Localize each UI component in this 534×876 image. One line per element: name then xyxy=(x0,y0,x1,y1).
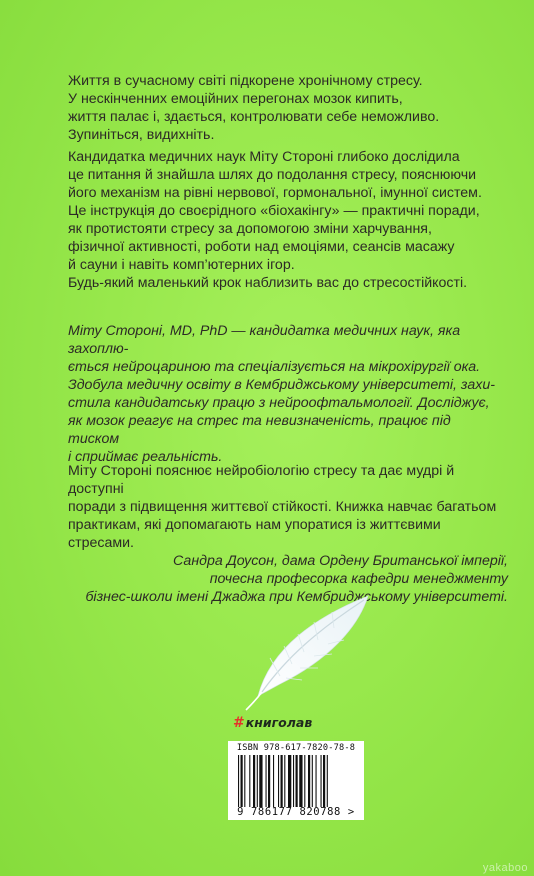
review-line: поради з підвищення життєвої стійкості. Книжка навчає багатьом xyxy=(68,499,497,515)
intro-line: фізичної активності, роботи над емоціями, сеансів масажу xyxy=(68,239,455,255)
intro-line: це питання й знайшла шлях до подолання стресу, пояснюючи xyxy=(68,167,477,183)
author-bio-line: Здобула медичну освіту в Кембриджському університеті, захи- xyxy=(68,377,495,393)
intro-line: як протистояти стресу за допомогою зміни харчування, xyxy=(68,221,432,237)
barcode-digits: 9 786177 820788 > xyxy=(237,806,355,818)
intro-line: Це інструкція до своєрідного «біохакінгу» — практичні поради, xyxy=(68,203,480,219)
intro-line: У нескінченних емоційних перегонах мозок кипить, xyxy=(68,91,403,107)
publisher-name: книголав xyxy=(245,715,313,730)
isbn-barcode xyxy=(228,741,364,820)
intro-line: Кандидатка медичних наук Міту Стороні глибоко дослідила xyxy=(68,149,460,165)
author-bio xyxy=(68,322,498,466)
intro-line: Зупиніться, видихніть. xyxy=(68,127,215,143)
publisher-logo xyxy=(233,715,353,731)
review-signature-line: бізнес-школи імені Джаджа при Кембриджському університеті. xyxy=(85,589,508,605)
intro-line: й сауни і навіть комп’ютерних ігор. xyxy=(68,257,295,273)
intro-line: життя палає і, здається, контролювати себе неможливо. xyxy=(68,109,440,125)
intro-line: його механізм на рівні нервової, гормональної, імунної систем. xyxy=(68,185,482,201)
author-bio-line: стила кандидатську працю з нейроофтальмології. Досліджує, xyxy=(68,395,490,411)
author-bio-line: ється нейроцариною та спеціалізується на мікрохірургії ока. xyxy=(68,359,481,375)
review-line: практикам, які допомагають нам упоратися із життєвими стресами. xyxy=(68,517,441,551)
feather-illustration xyxy=(240,588,380,713)
author-bio-line: Міту Стороні, MD, PhD — кандидатка медичних наук, яка захоплю- xyxy=(68,323,461,357)
isbn-label: ISBN 978-617-7820-78-8 xyxy=(236,743,356,753)
review-line: Міту Стороні пояснює нейробіологію стресу та дає мудрі й доступні xyxy=(68,463,455,497)
intro-text xyxy=(68,72,498,292)
review-signature-line: Сандра Доусон, дама Ордену Британської імперії, xyxy=(173,553,508,569)
publisher-hash-mark: # xyxy=(233,715,245,731)
watermark: yakaboo xyxy=(482,862,528,874)
intro-line: Будь-який маленький крок наблизить вас до стресостійкості. xyxy=(68,275,468,291)
review-quote xyxy=(68,462,508,606)
author-bio-line: і сприймає реальність. xyxy=(68,449,223,465)
review-signature-line: почесна професорка кафедри менеджменту xyxy=(209,571,508,587)
barcode-bars-graphic xyxy=(238,755,354,807)
intro-line: Життя в сучасному світі підкорене хронічному стресу. xyxy=(68,73,423,89)
author-bio-line: як мозок реагує на стрес та невизначеність, працює під тиском xyxy=(68,413,451,447)
